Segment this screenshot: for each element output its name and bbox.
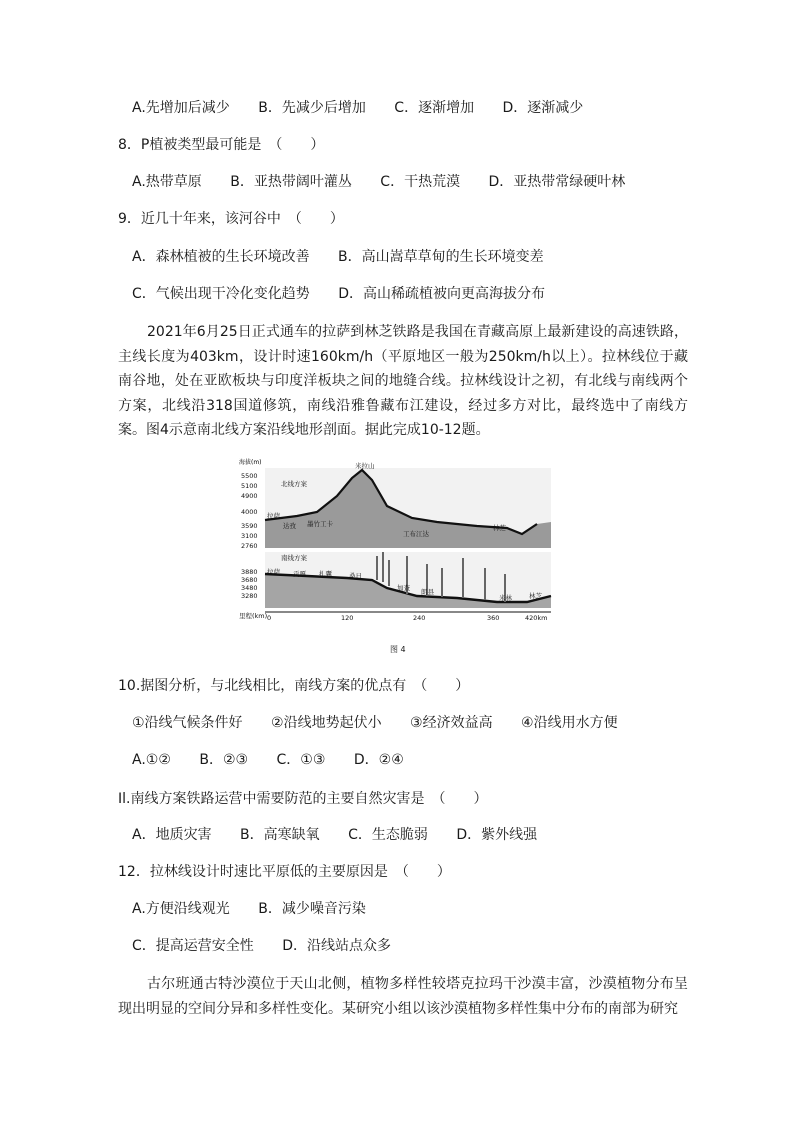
q12-option-a: A.方便沿线观光: [132, 901, 230, 917]
south-place-linzhi: 林芝: [529, 592, 542, 600]
north-place-gongbujiangda: 工布江达: [403, 530, 429, 538]
q9-options-row2: [132, 284, 569, 304]
q8-options: [132, 172, 649, 192]
x-tick-0: 0: [267, 614, 272, 622]
q12-options-row2: [132, 936, 415, 956]
north-place-milashan: 米拉山: [355, 462, 375, 470]
q8-option-b: B．亚热带阔叶灌丛: [230, 174, 352, 190]
north-tick-5100: 5100: [241, 482, 258, 490]
q7-option-b: B．先减少后增加: [258, 100, 366, 116]
q10-option-a: A.①②: [132, 752, 171, 768]
q11-option-c: C．生态脆弱: [348, 827, 428, 843]
q12-option-b: B．减少噪音污染: [258, 901, 366, 917]
north-scheme-label: 北线方案: [281, 480, 307, 488]
q11-options: [132, 825, 561, 845]
q7-option-c: C．逐渐增加: [394, 100, 475, 116]
q12-options-row1: [132, 899, 390, 919]
q10-option-c: C．①③: [276, 752, 326, 768]
north-ticks: [241, 472, 258, 550]
north-place-mozhugongka: 墨竹工卡: [307, 520, 333, 528]
q9-stem: 9．近几十年来，该河谷中 （ ）: [118, 211, 344, 227]
q8-option-c: C．干热荒漠: [380, 174, 461, 190]
south-place-jiacha: 加查: [397, 584, 410, 592]
terrain-profile-chart: [237, 456, 557, 642]
x-tick-120: 120: [341, 614, 354, 622]
x-ticks: [239, 611, 548, 622]
q12-option-c: C．提高运营安全性: [132, 938, 254, 954]
q12-stem: 12．拉林线设计时速比平原低的主要原因是 （ ）: [118, 864, 451, 880]
q7-option-d: D．逐渐减少: [502, 100, 584, 116]
q9-option-c: C．气候出现干冷化变化趋势: [132, 286, 310, 302]
south-scheme-label: 南线方案: [281, 554, 307, 562]
south-place-zhanang: 扎囊: [319, 570, 332, 578]
north-tick-4000: 4000: [241, 508, 258, 516]
q11-stem: Il.南线方案铁路运营中需要防范的主要自然灾害是 （ ）: [118, 791, 488, 807]
q10-stem: 10.据图分析，与北线相比，南线方案的优点有 （ ）: [118, 678, 470, 694]
south-tick-3880: 3880: [241, 568, 258, 576]
passage-lalin-railway: 2021年6月25日正式通车的拉萨到林芝铁路是我国在青藏高原上最新建设的高速铁路，主线长度为403km，设计时速160km/h（平原地区一般为250km/h以上）。拉林线位于藏南谷地，处在亚欧板块与印度洋板块之间的地缝合线。拉林线设计之初，有北线与南线两个方案，北线沿318国道修筑，南线沿雅鲁藏布江建设，经过多方对比，最终选中了南线方案。图4示意南北线方案沿线地形剖面。据此完成10-12题。: [118, 324, 688, 438]
q9-option-d: D．高山稀疏植被向更高海拔分布: [338, 286, 546, 302]
q8-option-d: D．亚热带常绿硬叶林: [488, 174, 626, 190]
passage-gurbantunggut-desert: 古尔班通古特沙漠位于天山北侧，植物多样性较塔克拉玛干沙漠丰富，沙漠植物分布呈现出明显的空间分异和多样性变化。某研究小组以该沙漠植物多样性集中分布的南部为研究: [118, 976, 688, 1017]
south-place-sangri: 桑日: [349, 572, 362, 580]
north-place-linzhi: 林芝: [493, 524, 506, 532]
q8-option-a: A.热带草原: [132, 174, 202, 190]
q9-option-b: B．高山嵩草草甸的生长环境变差: [338, 249, 544, 265]
q10-statement-3: ③经济效益高: [410, 715, 493, 731]
q8-stem: 8．P植被类型最可能是 （ ）: [118, 137, 325, 153]
x-tick-360: 360: [487, 614, 500, 622]
figure-4-terrain-profile: [237, 456, 557, 656]
q9-option-a: A．森林植被的生长环境改善: [132, 249, 310, 265]
x-axis-title: 里程(km): [239, 612, 268, 620]
south-place-gongga: 贡嘎: [293, 570, 306, 578]
north-place-dazi: 达孜: [283, 522, 296, 530]
x-tick-420: 420km: [525, 614, 548, 622]
south-place-langxian: 朗县: [421, 588, 434, 596]
q11-option-d: D．紫外线强: [456, 827, 538, 843]
q7-option-a: A.先增加后减少: [132, 100, 230, 116]
north-tick-2760: 2760: [241, 542, 258, 550]
north-place-lasa: 拉萨: [267, 512, 280, 520]
q9-options-row1: [132, 247, 568, 267]
south-tick-3680: 3680: [241, 576, 258, 584]
q12-option-d: D．沿线站点众多: [282, 938, 392, 954]
south-tick-3480: 3480: [241, 584, 258, 592]
south-tick-3280: 3280: [241, 592, 258, 600]
q10-statement-4: ④沿线用水方便: [521, 715, 618, 731]
south-ticks: [241, 568, 258, 600]
y-axis-title: 海拔(m): [239, 459, 262, 466]
north-tick-5500: 5500: [241, 472, 258, 480]
north-tick-3590: 3590: [241, 522, 258, 530]
q10-option-d: D．②④: [353, 752, 404, 768]
q10-option-b: B．②③: [199, 752, 249, 768]
q7-options: [132, 98, 607, 118]
north-tick-3100: 3100: [241, 532, 258, 540]
x-tick-240: 240: [413, 614, 426, 622]
q10-statements: [132, 713, 642, 733]
q10-options: [132, 750, 428, 770]
q11-option-b: B．高寒缺氧: [240, 827, 320, 843]
north-tick-4900: 4900: [241, 492, 258, 500]
south-place-lasa: 拉萨: [267, 568, 280, 576]
figure-4-caption: 图 4: [390, 645, 406, 654]
q10-statement-1: ①沿线气候条件好: [132, 715, 243, 731]
q11-option-a: A．地质灾害: [132, 827, 212, 843]
q10-statement-2: ②沿线地势起伏小: [271, 715, 382, 731]
south-place-milin: 米林: [499, 594, 512, 602]
